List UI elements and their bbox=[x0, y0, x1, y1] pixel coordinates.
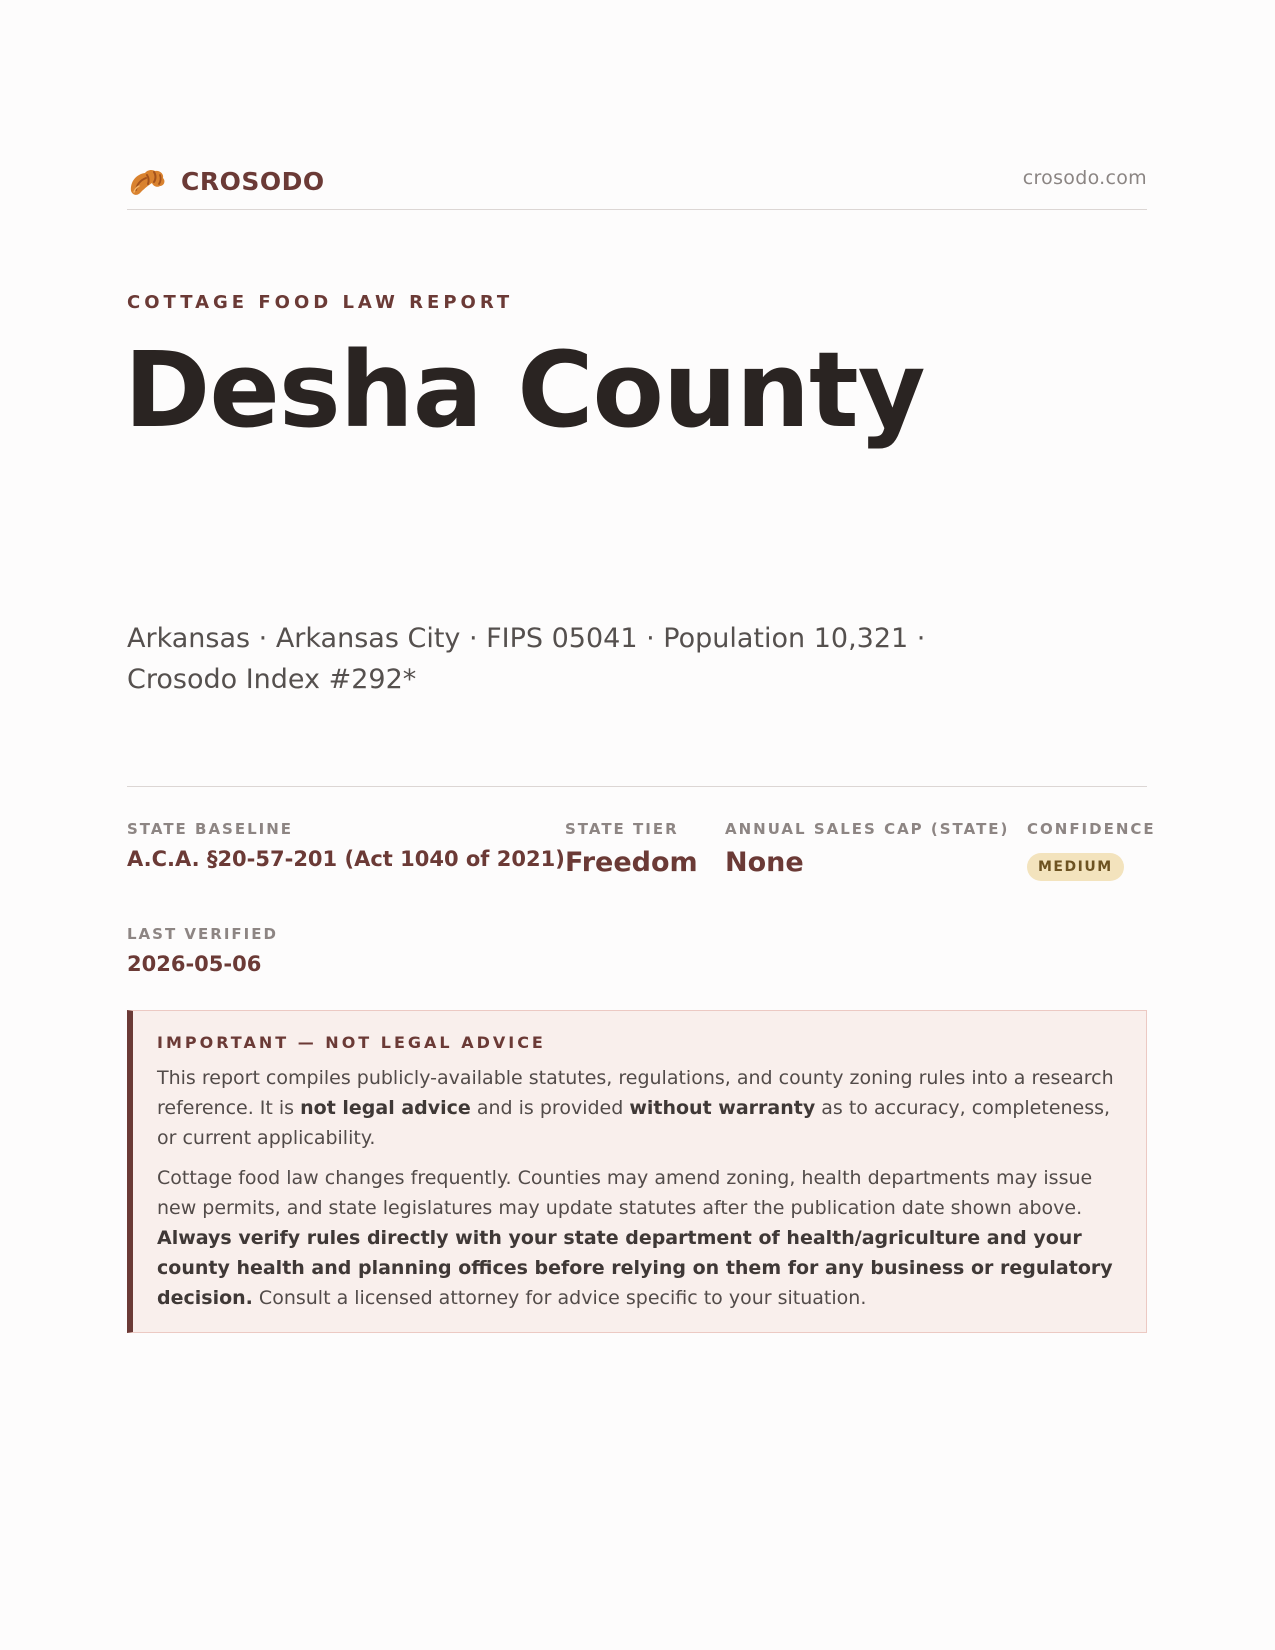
disclaimer-emphasis: not legal advice bbox=[300, 1097, 471, 1119]
state-tier-value: Freedom bbox=[565, 847, 698, 878]
annual-sales-cap-value: None bbox=[725, 847, 804, 878]
disclaimer-text: Cottage food law changes frequently. Counties may amend zoning, health departments may issue new permits, and state legislatures may update statutes after the publication date shown above. bbox=[157, 1167, 1093, 1219]
county-meta-line-2: Crosodo Index #292* bbox=[127, 664, 417, 695]
county-meta-line-1: Arkansas · Arkansas City · FIPS 05041 · Population 10,321 · bbox=[127, 623, 926, 654]
county-meta bbox=[127, 618, 1007, 700]
annual-sales-cap-label: ANNUAL SALES CAP (STATE) bbox=[725, 820, 1010, 838]
site-domain-link[interactable]: crosodo.com bbox=[1022, 167, 1147, 189]
confidence-label: CONFIDENCE bbox=[1027, 820, 1156, 838]
report-eyebrow: COTTAGE FOOD LAW REPORT bbox=[127, 292, 514, 313]
disclaimer-emphasis: Always verify rules directly with your state department of health/agriculture and your county health and planning offices before relying on them for any business or regulatory decision. bbox=[157, 1227, 1113, 1309]
disclaimer-heading: IMPORTANT — NOT LEGAL ADVICE bbox=[157, 1033, 546, 1052]
page-header bbox=[127, 158, 1147, 210]
disclaimer-text: Consult a licensed attorney for advice specific to your situation. bbox=[252, 1287, 867, 1309]
state-tier-label: STATE TIER bbox=[565, 820, 679, 838]
disclaimer-text: as to accuracy, completeness, or current applicability. bbox=[157, 1097, 1111, 1149]
page-title: Desha County bbox=[124, 329, 925, 451]
confidence-badge: MEDIUM bbox=[1027, 853, 1124, 881]
croissant-icon bbox=[127, 161, 167, 201]
brand-name: CROSODO bbox=[181, 166, 325, 196]
last-verified-label: LAST VERIFIED bbox=[127, 925, 278, 943]
state-baseline-value: A.C.A. §20-57-201 (Act 1040 of 2021) bbox=[127, 847, 565, 871]
report-page bbox=[124, 0, 1156, 1650]
disclaimer-text: and is provided bbox=[470, 1097, 630, 1119]
section-divider bbox=[127, 786, 1147, 787]
last-verified-value: 2026-05-06 bbox=[127, 952, 262, 976]
disclaimer-paragraph-1 bbox=[157, 1063, 1127, 1153]
disclaimer-text: This report compiles publicly-available statutes, regulations, and county zoning rules into a research reference. It is bbox=[157, 1067, 1114, 1119]
state-baseline-label: STATE BASELINE bbox=[127, 820, 294, 838]
brand[interactable] bbox=[127, 161, 325, 201]
legal-disclaimer bbox=[127, 1010, 1147, 1333]
disclaimer-paragraph-2 bbox=[157, 1163, 1127, 1313]
disclaimer-body bbox=[157, 1063, 1127, 1313]
disclaimer-emphasis: without warranty bbox=[629, 1097, 816, 1119]
